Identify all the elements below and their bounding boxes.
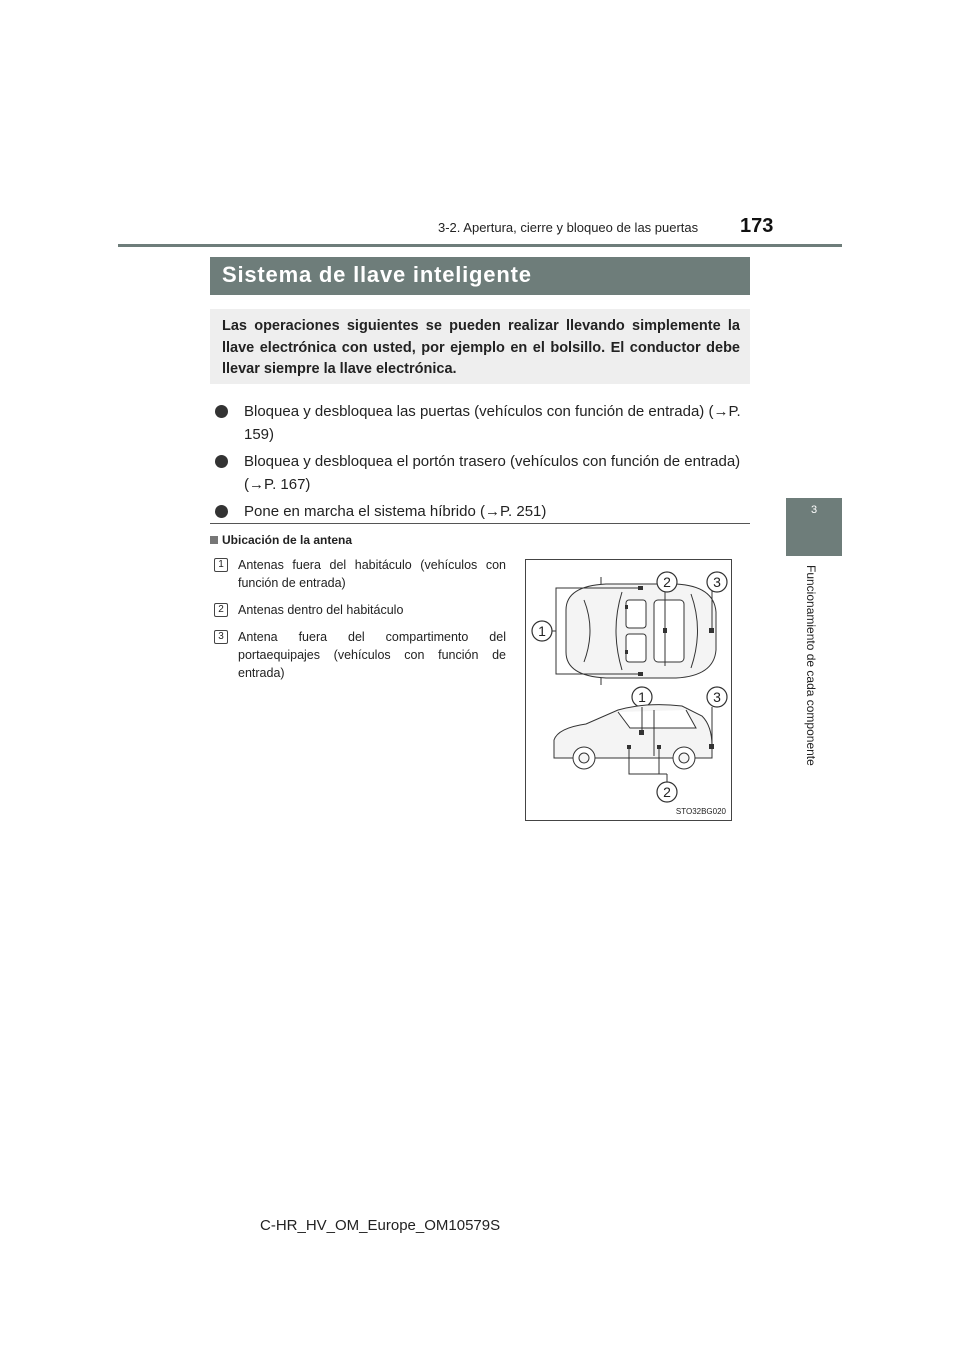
callout-3-top: 3: [713, 574, 721, 590]
callout-1-top: 1: [538, 623, 546, 639]
antenna-location-figure: [525, 559, 732, 821]
legend-number-badge: 2: [214, 603, 228, 617]
intro-text: Las operaciones siguientes se pueden realizar llevando simplemente la llave electrónica con usted, por ejemplo en el bolsillo. El conductor debe llevar siempre la llave electrónica.: [222, 318, 740, 377]
legend-item: [214, 628, 506, 682]
running-head: 3-2. Apertura, cierre y bloqueo de las puertas: [438, 220, 699, 235]
bullet-dot-icon: [215, 505, 228, 518]
list-item-text: Bloquea y desbloquea las puertas (vehículos con función de entrada) (→P. 159): [244, 403, 741, 443]
bullet-dot-icon: [215, 455, 228, 468]
section-title-bar: [210, 257, 750, 295]
legend-number-badge: 1: [214, 558, 228, 572]
legend-text: Antenas fuera del habitáculo (vehículos con función de entrada): [238, 558, 506, 590]
callout-2-side: 2: [663, 784, 671, 800]
list-item: [212, 500, 757, 523]
car-top-view-icon: [566, 577, 716, 685]
footer-doc-id: C-HR_HV_OM_Europe_OM10579S: [260, 1217, 501, 1234]
callout-1-side: 1: [638, 689, 646, 705]
list-item-text: Bloquea y desbloquea el portón trasero (vehículos con función de entrada) (→P. 167): [244, 453, 741, 493]
chapter-title: Funcionamiento de cada componente: [804, 565, 818, 766]
intro-box: [210, 309, 750, 384]
section-title: Sistema de llave inteligente: [222, 262, 532, 287]
bullet-dot-icon: [215, 405, 228, 418]
car-antenna-diagram: [526, 560, 731, 820]
page-number: 173: [740, 215, 774, 237]
chapter-number: 3: [810, 504, 818, 516]
subsection-heading-text: Ubicación de la antena: [222, 533, 353, 547]
antenna-legend: [214, 556, 506, 691]
list-item: [212, 450, 757, 496]
legend-item: [214, 601, 506, 619]
subsection-heading: [210, 533, 352, 547]
header-rule: [118, 244, 842, 247]
callout-3-side: 3: [713, 689, 721, 705]
list-item: [212, 400, 757, 446]
feature-list: [212, 400, 757, 527]
figure-code: STO32BG020: [675, 807, 726, 816]
square-bullet-icon: [210, 536, 218, 544]
chapter-tab: [786, 498, 842, 556]
chapter-side-label: [804, 565, 824, 785]
legend-text: Antenas dentro del habitáculo: [238, 603, 404, 617]
car-side-view-icon: [554, 705, 712, 769]
legend-item: [214, 556, 506, 592]
legend-number-badge: 3: [214, 630, 228, 644]
callout-2-top: 2: [663, 574, 671, 590]
list-item-text: Pone en marcha el sistema híbrido (→P. 251): [244, 503, 547, 520]
legend-text: Antena fuera del compartimento del portaequipajes (vehículos con función de entrada): [238, 630, 506, 680]
subsection-rule: [210, 523, 750, 524]
